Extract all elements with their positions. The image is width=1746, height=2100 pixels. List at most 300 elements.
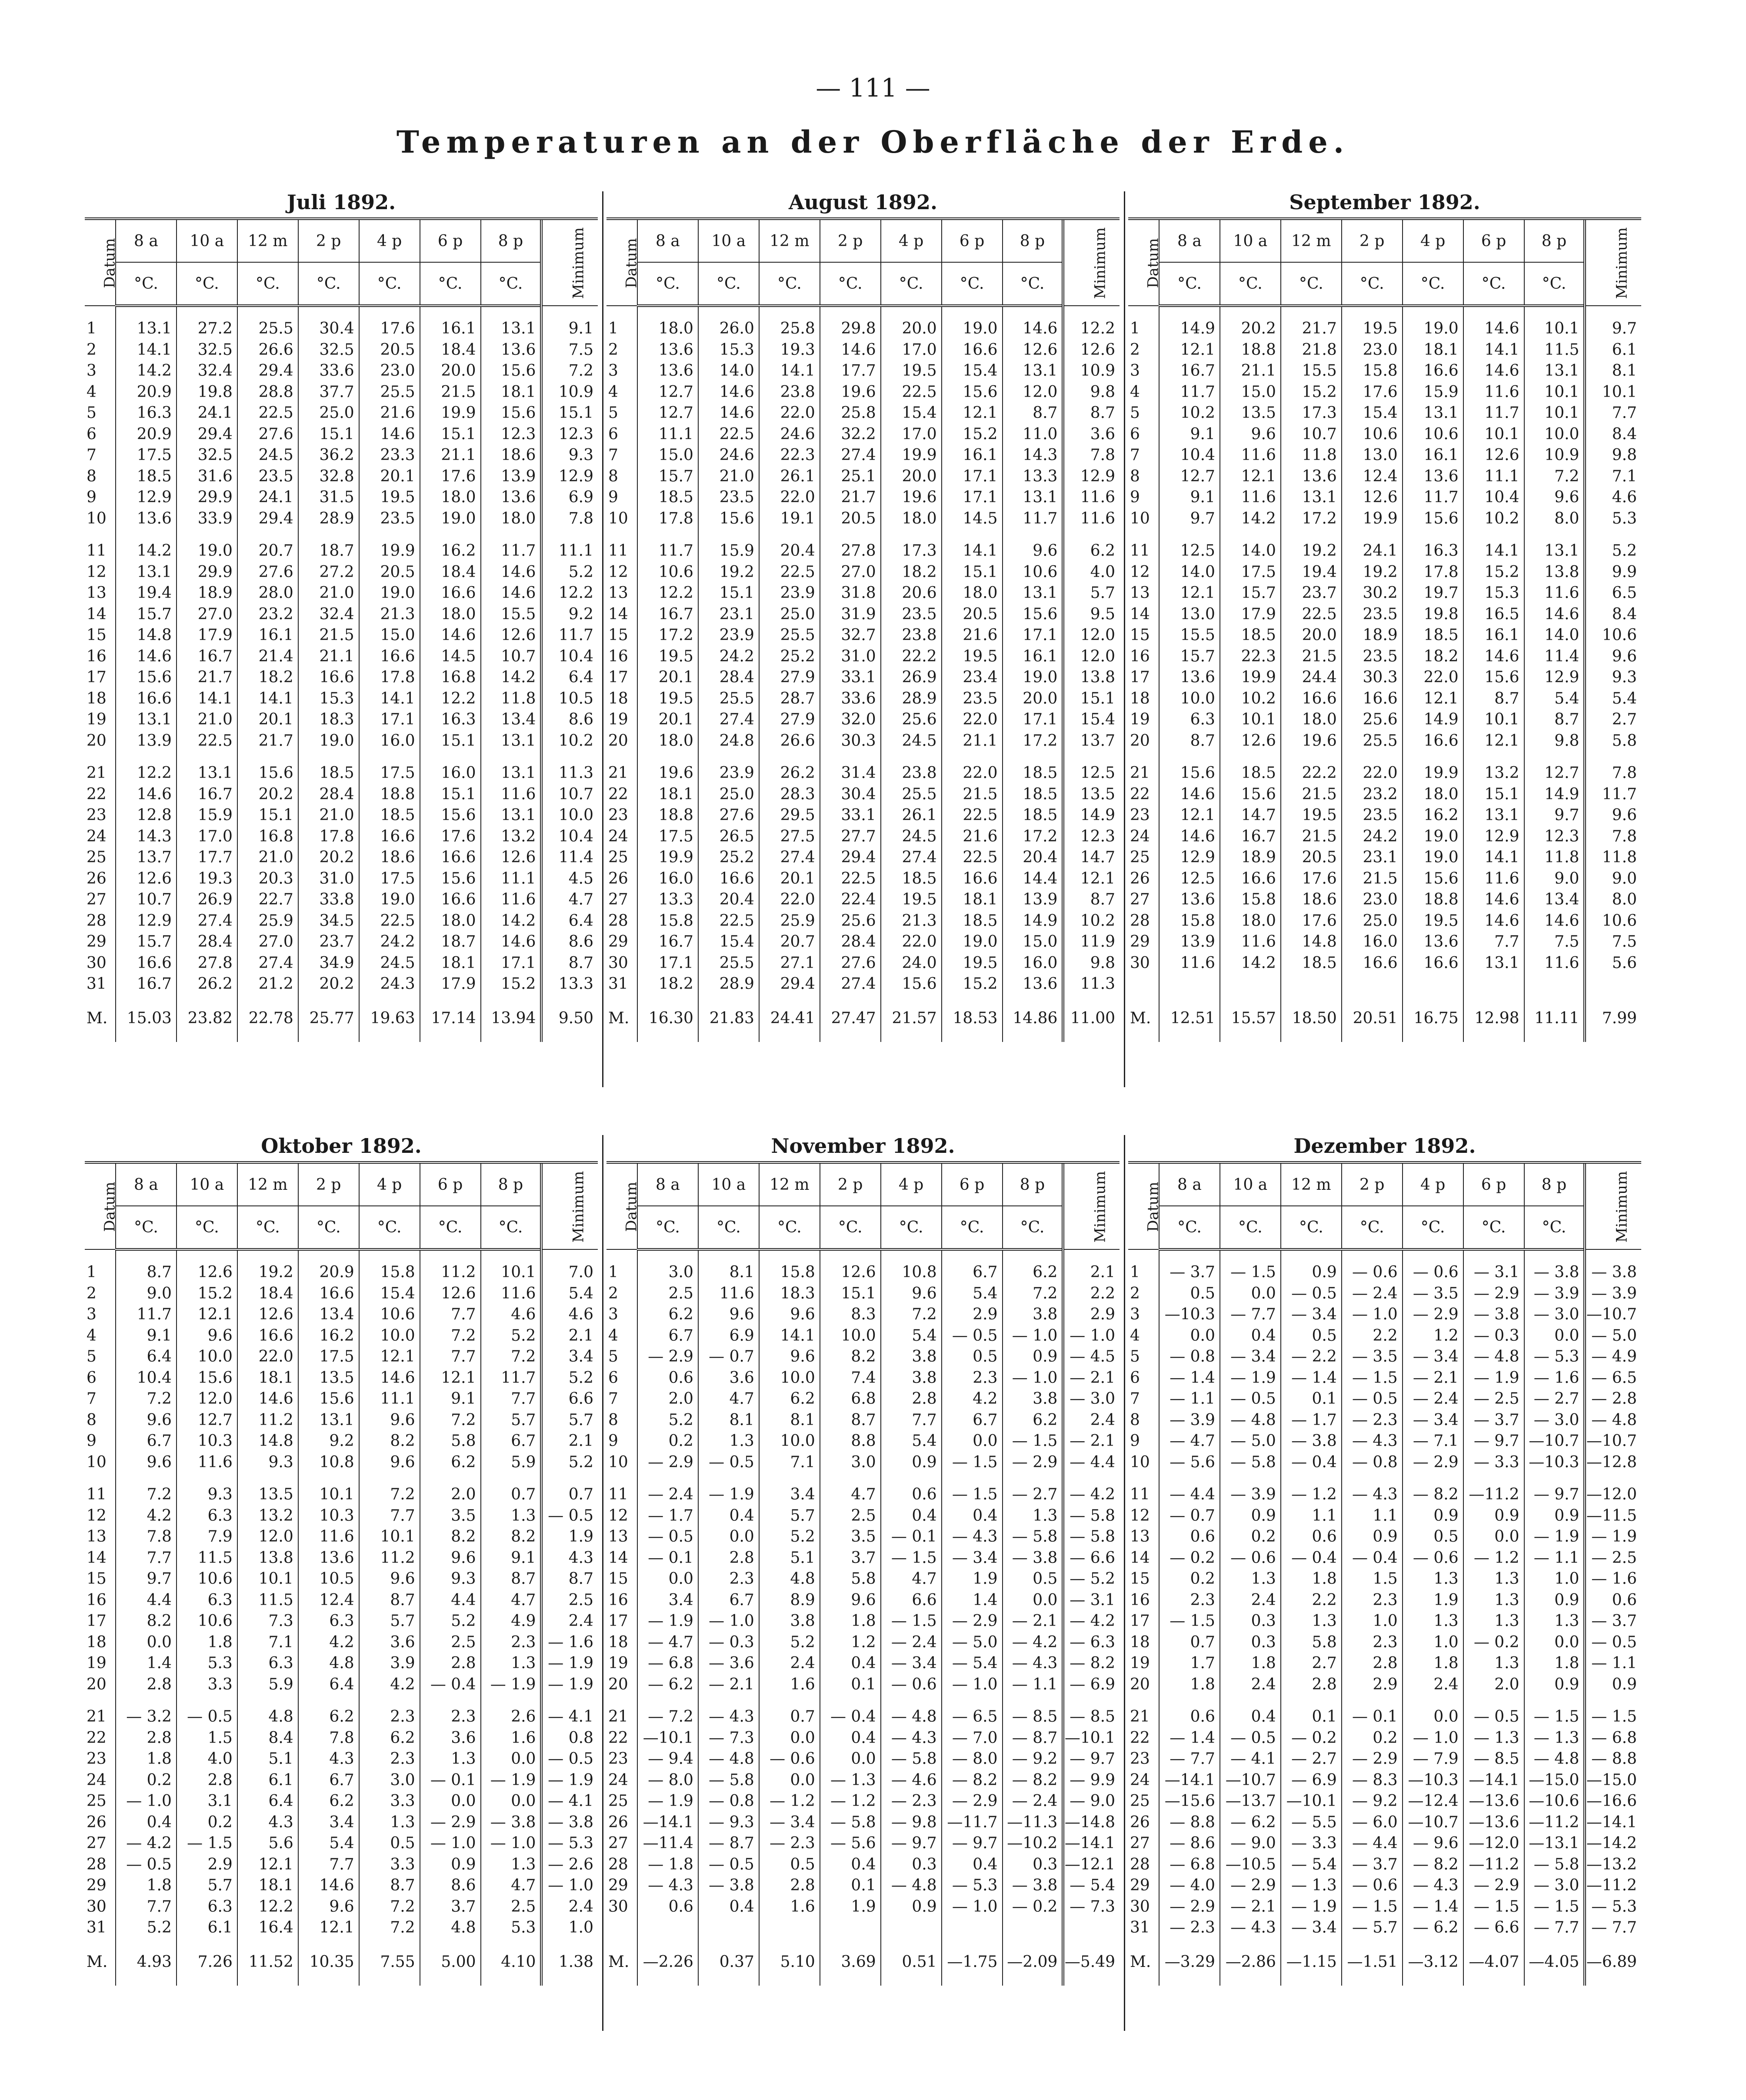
temperature-cell: 23.5: [237, 466, 298, 487]
temperature-cell: 18.4: [420, 340, 481, 361]
temperature-cell: 11.6: [1463, 382, 1524, 403]
temperature-cell: — 3.4: [1403, 1410, 1463, 1431]
time-column-header: 4 p: [1403, 219, 1463, 262]
temperature-cell: 1.0: [1403, 1632, 1463, 1653]
minimum-cell: — 4.8: [1585, 1410, 1641, 1431]
temperature-cell: 15.6: [1403, 868, 1463, 890]
table-row: [85, 466, 598, 487]
table-row: [85, 1854, 598, 1876]
temperature-cell: — 0.3: [1463, 1325, 1524, 1347]
temperature-cell: 12.1: [177, 1304, 237, 1325]
date-cell: 10: [608, 1453, 628, 1471]
temperature-cell: 15.6: [237, 763, 298, 784]
temperature-cell: 2.8: [116, 1728, 177, 1749]
temperature-cell: 20.1: [359, 466, 420, 487]
temperature-cell: — 1.1: [1159, 1389, 1220, 1410]
temperature-cell: — 0.5: [637, 1526, 698, 1548]
temperature-cell: 29.9: [177, 487, 237, 508]
temperature-cell: — 2.3: [1159, 1917, 1220, 1939]
minimum-cell: 8.7: [1063, 889, 1120, 911]
temperature-cell: 21.5: [1281, 784, 1342, 805]
temperature-cell: 5.6: [237, 1833, 298, 1854]
temperature-cell: — 0.8: [1342, 1452, 1403, 1473]
minimum-cell: 11.7: [541, 625, 598, 646]
temperature-cell: 1.0: [1342, 1611, 1403, 1632]
table-row: [1128, 1389, 1641, 1410]
temperature-cell: — 9.7: [881, 1833, 942, 1854]
table-row: [85, 1569, 598, 1590]
temperature-cell: 25.5: [698, 953, 759, 974]
temperature-cell: 5.7: [481, 1410, 542, 1431]
mean-label: M.: [608, 1009, 630, 1027]
unit-header: °C.: [820, 1206, 881, 1249]
temperature-cell: 16.0: [1342, 931, 1403, 953]
table-row: [85, 784, 598, 805]
temperature-cell: 21.5: [1342, 868, 1403, 890]
temperature-cell: 9.6: [298, 1896, 359, 1918]
date-cell: 11: [1130, 1486, 1150, 1504]
date-column-header: [85, 1162, 119, 1249]
date-cell: 23: [1130, 806, 1150, 825]
temperature-cell: 15.6: [1220, 784, 1281, 805]
date-cell: 16: [1130, 1591, 1150, 1609]
temperature-cell: 7.7: [420, 1346, 481, 1368]
temperature-cell: 16.6: [359, 646, 420, 668]
table-row: [85, 361, 598, 382]
temperature-cell: 3.6: [359, 1632, 420, 1653]
temperature-cell: 3.8: [881, 1368, 942, 1389]
temperature-cell: 5.8: [1281, 1632, 1342, 1653]
month-title: Juli 1892.: [287, 190, 396, 214]
temperature-cell: 24.6: [698, 445, 759, 466]
minimum-column-header: [541, 1162, 598, 1249]
minimum-cell: 9.2: [541, 604, 598, 625]
temperature-cell: 15.0: [359, 625, 420, 646]
temperature-cell: 20.4: [1003, 847, 1063, 868]
table-row: [606, 1611, 1120, 1632]
temperature-cell: 9.0: [1524, 868, 1585, 890]
temperature-cell: 14.6: [298, 1875, 359, 1896]
temperature-cell: 18.5: [1003, 805, 1063, 826]
date-header-label: Datum: [101, 237, 119, 288]
minimum-cell: 10.4: [541, 826, 598, 848]
temperature-cell: — 6.2: [1220, 1812, 1281, 1833]
mean-cell: 16.75: [1403, 995, 1463, 1042]
temperature-cell: 27.2: [177, 318, 237, 340]
column-divider: [1124, 1135, 1125, 2031]
temperature-cell: 1.3: [1003, 1506, 1063, 1527]
temperature-cell: 5.2: [759, 1526, 820, 1548]
table-row: [1128, 1590, 1641, 1611]
minimum-cell: — 3.9: [1585, 1283, 1641, 1305]
temperature-cell: — 3.4: [759, 1812, 820, 1833]
temperature-cell: 10.9: [1524, 445, 1585, 466]
temperature-cell: 4.7: [820, 1484, 881, 1506]
temperature-cell: 27.6: [698, 805, 759, 826]
temperature-cell: — 2.9: [1463, 1283, 1524, 1305]
temperature-cell: 14.6: [359, 1368, 420, 1389]
temperature-cell: 24.1: [1342, 541, 1403, 562]
temperature-cell: 8.7: [481, 1569, 542, 1590]
temperature-cell: 23.9: [698, 763, 759, 784]
temperature-cell: 10.7: [116, 889, 177, 911]
temperature-cell: 17.1: [637, 953, 698, 974]
table-row: [1128, 868, 1641, 890]
table-row: [1128, 1283, 1641, 1305]
date-cell: 4: [608, 383, 618, 401]
time-column-header: 10 a: [698, 1162, 759, 1206]
temperature-cell: 15.0: [1220, 382, 1281, 403]
temperature-cell: —11.3: [1003, 1812, 1063, 1833]
temperature-cell: 0.1: [1281, 1389, 1342, 1410]
minimum-cell: 11.6: [1063, 508, 1120, 530]
table-row: [85, 1283, 598, 1305]
date-cell: 31: [1130, 1919, 1150, 1937]
table-row: [1128, 1728, 1641, 1749]
temperature-cell: 21.7: [1281, 318, 1342, 340]
temperature-cell: — 3.8: [1524, 1262, 1585, 1283]
temperature-cell: 4.8: [420, 1917, 481, 1939]
minimum-header-label: Minimum: [1091, 227, 1109, 299]
temperature-cell: 7.7: [420, 1304, 481, 1325]
table-row: [606, 1590, 1120, 1611]
temperature-cell: 20.5: [1281, 847, 1342, 868]
minimum-cell: —14.2: [1585, 1833, 1641, 1854]
temperature-cell: 26.9: [177, 889, 237, 911]
temperature-cell: —11.7: [942, 1812, 1003, 1833]
temperature-cell: 12.1: [1220, 466, 1281, 487]
temperature-cell: 10.6: [1403, 424, 1463, 445]
temperature-cell: —10.7: [1524, 1431, 1585, 1452]
temperature-cell: 2.3: [1342, 1632, 1403, 1653]
date-cell: 2: [87, 341, 97, 359]
temperature-cell: 9.6: [116, 1410, 177, 1431]
temperature-cell: [698, 1917, 759, 1939]
temperature-cell: 6.7: [481, 1431, 542, 1452]
table-row: [1128, 667, 1641, 688]
temperature-cell: 23.2: [237, 604, 298, 625]
mean-cell: 11.11: [1524, 995, 1585, 1042]
minimum-cell: 11.6: [1063, 487, 1120, 508]
date-cell: 7: [87, 1390, 97, 1408]
temperature-cell: 27.0: [820, 562, 881, 583]
temperature-cell: 6.7: [298, 1770, 359, 1791]
minimum-cell: 7.7: [1585, 403, 1641, 424]
temperature-cell: — 6.8: [1159, 1854, 1220, 1876]
temperature-cell: 11.1: [637, 424, 698, 445]
temperature-cell: 6.9: [698, 1325, 759, 1347]
temperature-cell: 0.0: [1403, 1706, 1463, 1728]
temperature-cell: 17.6: [1342, 382, 1403, 403]
temperature-cell: — 1.4: [1281, 1368, 1342, 1389]
temperature-cell: 7.7: [116, 1896, 177, 1918]
temperature-cell: 18.5: [881, 868, 942, 890]
date-cell: 22: [1130, 785, 1150, 803]
temperature-cell: 13.1: [481, 731, 542, 752]
temperature-cell: 4.2: [359, 1674, 420, 1696]
temperature-cell: 23.5: [881, 604, 942, 625]
temperature-cell: 22.5: [820, 868, 881, 890]
date-cell: 25: [87, 1792, 107, 1810]
table-row: [85, 1770, 598, 1791]
temperature-cell: 13.1: [116, 709, 177, 731]
temperature-cell: 0.5: [759, 1854, 820, 1876]
temperature-cell: 12.6: [1003, 340, 1063, 361]
temperature-cell: — 0.7: [1159, 1506, 1220, 1527]
temperature-cell: 0.7: [759, 1706, 820, 1728]
temperature-cell: 7.9: [177, 1526, 237, 1548]
temperature-cell: 4.7: [481, 1590, 542, 1611]
temperature-cell: 12.6: [177, 1262, 237, 1283]
temperature-cell: — 4.3: [1342, 1484, 1403, 1506]
temperature-cell: 23.7: [298, 931, 359, 953]
temperature-cell: 16.6: [698, 868, 759, 890]
temperature-cell: 0.3: [1220, 1632, 1281, 1653]
table-row: [85, 1368, 598, 1389]
temperature-cell: 0.4: [820, 1653, 881, 1674]
minimum-cell: — 1.1: [1585, 1653, 1641, 1674]
temperature-cell: 11.1: [481, 868, 542, 890]
date-cell: 25: [608, 1792, 628, 1810]
temperature-cell: 2.5: [481, 1896, 542, 1918]
table-row: [1128, 1674, 1641, 1696]
temperature-cell: 25.5: [359, 382, 420, 403]
temperature-cell: — 4.3: [1403, 1875, 1463, 1896]
temperature-cell: 6.7: [698, 1590, 759, 1611]
temperature-cell: 0.0: [481, 1791, 542, 1812]
temperature-cell: 0.0: [820, 1749, 881, 1770]
table-row: [85, 403, 598, 424]
temperature-cell: — 3.5: [1403, 1283, 1463, 1305]
temperature-cell: 18.8: [1220, 340, 1281, 361]
temperature-cell: 18.9: [177, 583, 237, 604]
temperature-cell: 1.1: [1281, 1506, 1342, 1527]
temperature-cell: 22.5: [942, 847, 1003, 868]
temperature-cell: 0.0: [1524, 1632, 1585, 1653]
table-row: [1128, 604, 1641, 625]
temperature-cell: 20.2: [237, 784, 298, 805]
temperature-cell: 8.1: [698, 1410, 759, 1431]
date-cell: 22: [87, 785, 107, 803]
temperature-cell: — 3.1: [1463, 1262, 1524, 1283]
temperature-cell: 1.8: [1159, 1674, 1220, 1696]
mean-cell: 10.35: [298, 1939, 359, 1986]
temperature-cell: — 1.4: [1159, 1368, 1220, 1389]
temperature-cell: 6.6: [881, 1590, 942, 1611]
minimum-cell: —13.2: [1585, 1854, 1641, 1876]
temperature-cell: 16.6: [942, 340, 1003, 361]
temperature-cell: 14.6: [1463, 889, 1524, 911]
column-divider: [602, 1135, 603, 2031]
temperature-cell: 5.4: [881, 1325, 942, 1347]
table-row: [85, 1706, 598, 1728]
date-cell: 18: [87, 689, 107, 708]
temperature-cell: 8.7: [820, 1410, 881, 1431]
temperature-cell: 18.3: [759, 1283, 820, 1305]
date-cell: 25: [1130, 1792, 1150, 1810]
table-row: [85, 1812, 598, 1833]
date-cell: 8: [1130, 467, 1140, 485]
temperature-cell: 18.0: [420, 487, 481, 508]
temperature-cell: 20.2: [1220, 318, 1281, 340]
temperature-cell: 23.9: [759, 583, 820, 604]
temperature-cell: 21.5: [1281, 826, 1342, 848]
date-column-header: [606, 219, 640, 306]
temperature-cell: 10.4: [116, 1368, 177, 1389]
temperature-cell: 14.8: [237, 1431, 298, 1452]
temperature-cell: 1.8: [1403, 1653, 1463, 1674]
minimum-cell: —14.8: [1063, 1812, 1120, 1833]
temperature-cell: — 9.7: [1463, 1431, 1524, 1452]
temperature-cell: 18.2: [1403, 646, 1463, 668]
temperature-cell: — 1.3: [1524, 1728, 1585, 1749]
temperature-cell: — 0.5: [698, 1452, 759, 1473]
temperature-cell: — 8.2: [1403, 1854, 1463, 1876]
temperature-cell: 29.4: [237, 361, 298, 382]
date-cell: 17: [608, 668, 628, 687]
temperature-cell: 22.5: [698, 424, 759, 445]
table-row: [85, 889, 598, 911]
temperature-cell: 24.3: [359, 974, 420, 995]
temperature-cell: 10.1: [1463, 424, 1524, 445]
table-row: [85, 931, 598, 953]
unit-header: °C.: [1003, 262, 1063, 306]
minimum-cell: 11.8: [1585, 847, 1641, 868]
temperature-cell: 19.9: [359, 541, 420, 562]
mean-cell: —2.09: [1003, 1939, 1063, 1986]
temperature-cell: 13.1: [177, 763, 237, 784]
temperature-cell: 19.5: [637, 646, 698, 668]
time-column-header: 6 p: [942, 219, 1003, 262]
date-cell: 4: [87, 383, 97, 401]
month-title: Oktober 1892.: [261, 1134, 422, 1158]
temperature-cell: —11.2: [1463, 1854, 1524, 1876]
month-block: [1128, 187, 1641, 1042]
temperature-cell: — 3.6: [698, 1653, 759, 1674]
temperature-cell: 15.8: [637, 911, 698, 932]
temperature-cell: 25.8: [820, 403, 881, 424]
temperature-cell: 2.7: [1281, 1653, 1342, 1674]
table-row: [85, 583, 598, 604]
temperature-cell: 22.2: [881, 646, 942, 668]
table-row: [85, 1791, 598, 1812]
date-cell: 10: [87, 509, 107, 528]
temperature-cell: 9.3: [237, 1452, 298, 1473]
temperature-cell: — 7.0: [942, 1728, 1003, 1749]
table-row: [1128, 889, 1641, 911]
temperature-cell: 19.9: [1403, 763, 1463, 784]
temperature-cell: — 4.8: [698, 1749, 759, 1770]
temperature-cell: — 1.0: [942, 1674, 1003, 1696]
temperature-cell: 15.7: [637, 466, 698, 487]
temperature-cell: [1281, 974, 1342, 995]
temperature-cell: 22.0: [1403, 667, 1463, 688]
minimum-cell: 1.0: [541, 1917, 598, 1939]
temperature-cell: 8.7: [1003, 403, 1063, 424]
temperature-cell: 16.6: [298, 667, 359, 688]
minimum-cell: 12.5: [1063, 763, 1120, 784]
minimum-cell: 5.7: [541, 1410, 598, 1431]
minimum-cell: 7.8: [541, 508, 598, 530]
date-cell: 5: [1130, 1348, 1140, 1366]
temperature-cell: 24.1: [177, 403, 237, 424]
temperature-cell: — 5.8: [820, 1812, 881, 1833]
minimum-cell: 10.1: [1585, 382, 1641, 403]
table-row: [606, 361, 1120, 382]
temperature-cell: 23.5: [359, 508, 420, 530]
temperature-cell: — 1.0: [481, 1833, 542, 1854]
temperature-cell: 14.0: [698, 361, 759, 382]
temperature-cell: 7.3: [237, 1611, 298, 1632]
date-cell: 24: [1130, 1771, 1150, 1789]
temperature-cell: 27.9: [759, 667, 820, 688]
temperature-cell: 11.5: [1524, 340, 1585, 361]
temperature-cell: 19.5: [1342, 318, 1403, 340]
temperature-cell: 21.0: [177, 709, 237, 731]
temperature-cell: — 3.4: [881, 1653, 942, 1674]
temperature-cell: — 1.9: [1463, 1368, 1524, 1389]
temperature-cell: — 3.3: [1281, 1833, 1342, 1854]
minimum-cell: —15.0: [1585, 1770, 1641, 1791]
table-row: [606, 784, 1120, 805]
table-row: [606, 424, 1120, 445]
minimum-cell: — 6.6: [1063, 1548, 1120, 1569]
temperature-cell: 18.5: [1220, 763, 1281, 784]
temperature-cell: 8.6: [420, 1875, 481, 1896]
column-divider: [1124, 191, 1125, 1087]
temperature-cell: 20.4: [759, 541, 820, 562]
temperature-cell: 9.6: [1003, 541, 1063, 562]
unit-header: °C.: [881, 1206, 942, 1249]
temperature-cell: 27.1: [759, 953, 820, 974]
temperature-cell: 31.4: [820, 763, 881, 784]
table-row: [1128, 1632, 1641, 1653]
mean-cell: —2.86: [1220, 1939, 1281, 1986]
minimum-cell: 11.9: [1063, 931, 1120, 953]
temperature-cell: 22.5: [942, 805, 1003, 826]
date-cell: 4: [1130, 383, 1140, 401]
minimum-cell: 10.2: [541, 731, 598, 752]
table-row: [1128, 1875, 1641, 1896]
date-cell: 1: [1130, 320, 1140, 338]
temperature-cell: 10.0: [177, 1346, 237, 1368]
minimum-cell: 12.2: [541, 583, 598, 604]
temperature-cell: — 0.5: [942, 1325, 1003, 1347]
temperature-cell: 18.9: [1342, 625, 1403, 646]
minimum-cell: — 5.0: [1585, 1325, 1641, 1347]
temperature-cell: 20.5: [820, 508, 881, 530]
minimum-cell: 0.6: [1585, 1590, 1641, 1611]
minimum-cell: 0.7: [541, 1484, 598, 1506]
temperature-cell: 15.6: [177, 1368, 237, 1389]
date-cell: 14: [1130, 605, 1150, 623]
minimum-column-header: [1585, 219, 1641, 306]
temperature-cell: — 3.4: [1403, 1346, 1463, 1368]
temperature-cell: 10.6: [177, 1569, 237, 1590]
temperature-cell: — 1.5: [881, 1611, 942, 1632]
temperature-cell: — 0.5: [1281, 1283, 1342, 1305]
temperature-cell: — 5.8: [698, 1770, 759, 1791]
temperature-cell: 14.2: [116, 361, 177, 382]
temperature-cell: 25.5: [759, 625, 820, 646]
date-cell: 11: [1130, 542, 1150, 560]
temperature-cell: 23.2: [1342, 784, 1403, 805]
unit-header: °C.: [420, 262, 481, 306]
temperature-table: [1128, 217, 1641, 1042]
temperature-cell: 24.5: [881, 826, 942, 848]
table-row: [85, 688, 598, 710]
temperature-cell: 1.6: [481, 1728, 542, 1749]
